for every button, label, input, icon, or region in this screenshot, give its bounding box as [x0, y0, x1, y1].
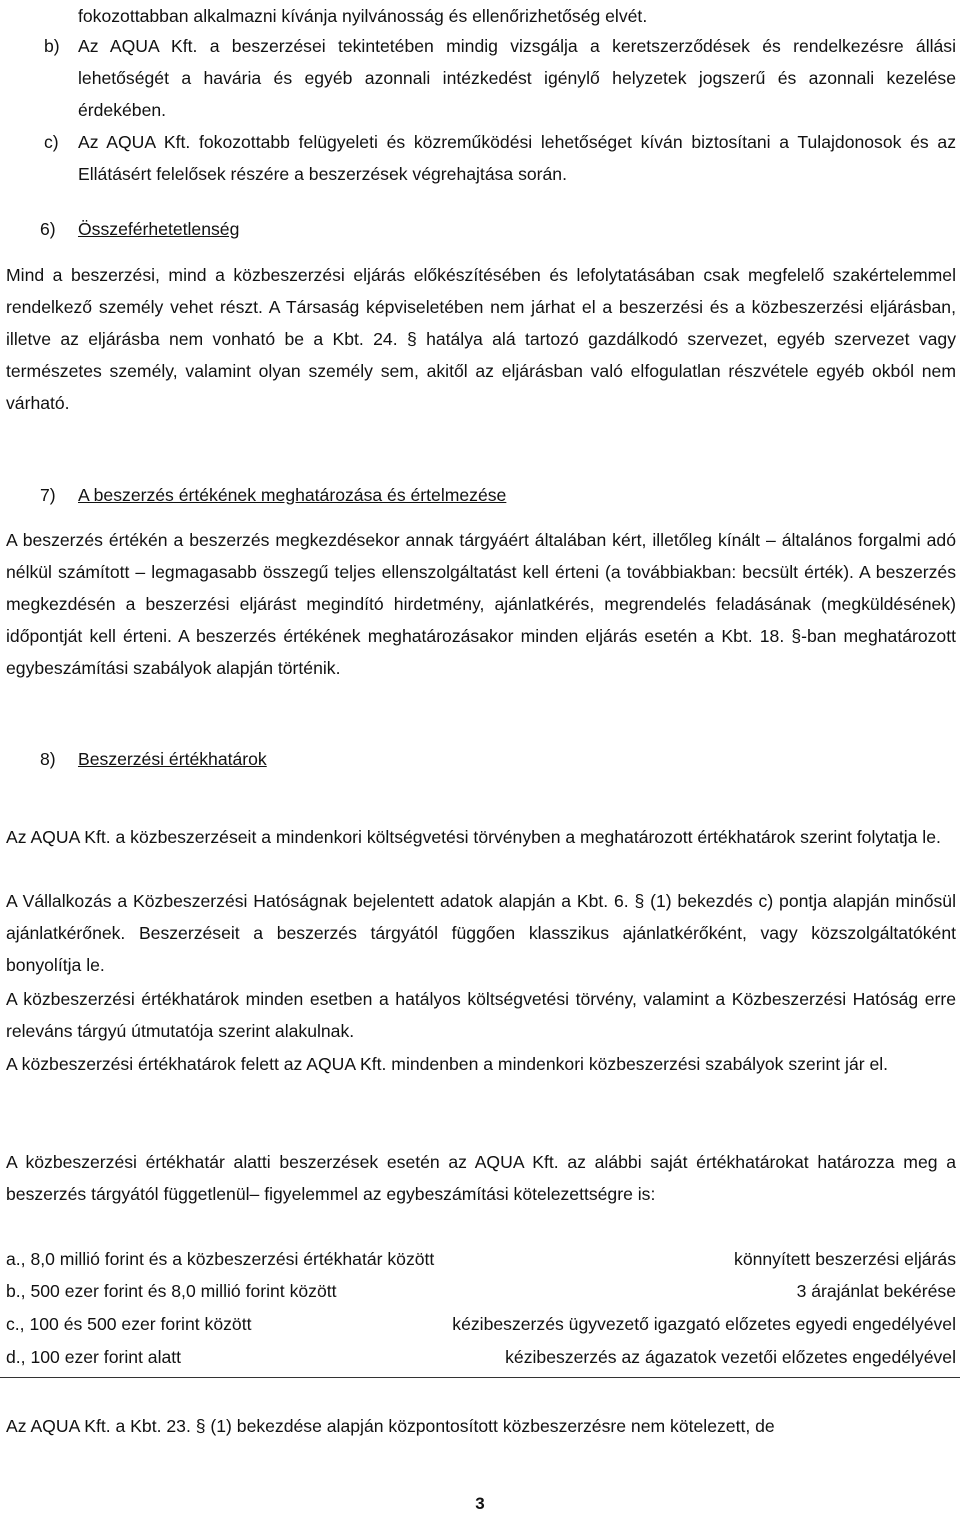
threshold-range: a., 8,0 millió forint és a közbeszerzési értékhatár között — [6, 1249, 435, 1269]
threshold-row — [6, 1341, 956, 1373]
threshold-range: d., 100 ezer forint alatt — [6, 1347, 182, 1367]
section-6-body: Mind a beszerzési, mind a közbeszerzési eljárás előkészítésében és lefolytatásában csak megfelelő szakértelemmel rendelkező személy vehet részt. A Társaság képviseletében nem járhat el a beszerzési és a közbeszerzési eljárásban, illetve az eljárásba nem vonható be a Kbt. 24. § hatálya alá tartozó gazdálkodó szervezet, egyéb szervezet vagy természetes személy, valamint olyan személy sem, akitől az eljárásban való elfogulatlan részvétele egyéb okból nem várható. — [6, 265, 956, 413]
threshold-procedure: kézibeszerzés ügyvezető igazgató előzetes egyedi engedélyével — [452, 1314, 956, 1334]
threshold-range: b., 500 ezer forint és 8,0 millió forint között — [6, 1281, 337, 1301]
page-number: 3 — [475, 1494, 485, 1513]
section-8-paragraph-5: A közbeszerzési értékhatár alatti beszerzések esetén az AQUA Kft. az alábbi saját értékhatárokat határozza meg a beszerzés tárgyától függetlenül– figyelemmel az egybeszámítási kötelezettségre is: — [6, 1152, 956, 1204]
section-8-paragraph-4: A közbeszerzési értékhatárok felett az AQUA Kft. mindenben a mindenkori közbeszerzési szabályok szerint jár el. — [6, 1054, 889, 1074]
section-8-number: 8) — [40, 749, 56, 769]
threshold-procedure: kézibeszerzés az ágazatok vezetői előzetes engedélyével — [505, 1347, 956, 1367]
threshold-range: c., 100 és 500 ezer forint között — [6, 1314, 252, 1334]
section-8-title: Beszerzési értékhatárok — [78, 749, 267, 769]
section-6-number: 6) — [40, 219, 56, 239]
section-7-body: A beszerzés értékén a beszerzés megkezdésekor annak tárgyáért általában kért, illetőleg kínált – általános forgalmi adó nélkül számított – legmagasabb összegű teljes ellenszolgáltatást kell érteni (a továbbiakban: becsült érték). A beszerzés megkezdésén a beszerzési eljárást megindító hirdetmény, ajánlatkérés, megrendelés feladásának (megküldésének) időpontját kell érteni. A beszerzés értékének meghatározásakor minden eljárás esetén a Kbt. 18. §-ban meghatározott egybeszámítási szabályok alapján történik. — [6, 530, 956, 678]
section-8-paragraph-6: Az AQUA Kft. a Kbt. 23. § (1) bekezdése alapján központosított közbeszerzésre nem kötelezett, de — [6, 1416, 775, 1436]
threshold-procedure: könnyített beszerzési eljárás — [734, 1249, 956, 1269]
horizontal-rule — [0, 1377, 960, 1378]
section-8-paragraph-1: Az AQUA Kft. a közbeszerzéseit a mindenkori költségvetési törvényben a meghatározott értékhatárok szerint folytatja le. — [6, 827, 941, 847]
section-8-paragraph-3: A közbeszerzési értékhatárok minden esetben a hatályos költségvetési törvény, valamint a Közbeszerzési Hatóság erre releváns tárgyú útmutatója szerint alakulnak. — [6, 989, 956, 1041]
section-7-number: 7) — [40, 485, 56, 505]
threshold-row — [6, 1308, 956, 1340]
list-item-c: Az AQUA Kft. fokozottabb felügyeleti és közreműködési lehetőséget kíván biztosítani a Tulajdonosok és az Ellátásért felelősek részére a beszerzések végrehajtása során. — [78, 132, 956, 184]
threshold-procedure: 3 árajánlat bekérése — [796, 1281, 956, 1301]
section-8-paragraph-2: A Vállalkozás a Közbeszerzési Hatóságnak bejelentett adatok alapján a Kbt. 6. § (1) bekezdés c) pontja alapján minősül ajánlatkérőnek. Beszerzéseit a beszerzés tárgyától függően klasszikus ajánlatkérőként, vagy közszolgáltatóként bonyolítja le. — [6, 891, 956, 975]
list-label-b: b) — [44, 36, 60, 56]
section-6-heading — [40, 213, 239, 245]
list-item-b: Az AQUA Kft. a beszerzései tekintetében mindig vizsgálja a keretszerződések és rendelkezésre állási lehetőségét a havária és egyéb azonnali intézkedést igénylő helyzetek jogszerű és azonnali kezelése érdekében. — [78, 36, 956, 120]
list-label-c: c) — [44, 132, 59, 152]
section-7-heading — [40, 479, 506, 511]
fragment-top-line: fokozottabban alkalmazni kívánja nyilvánosság és ellenőrizhetőség elvét. — [78, 6, 648, 26]
threshold-row — [6, 1275, 956, 1307]
section-7-title: A beszerzés értékének meghatározása és értelmezése — [78, 485, 507, 505]
threshold-row — [6, 1243, 956, 1275]
section-8-heading — [40, 743, 267, 775]
section-6-title: Összeférhetetlenség — [78, 219, 240, 239]
